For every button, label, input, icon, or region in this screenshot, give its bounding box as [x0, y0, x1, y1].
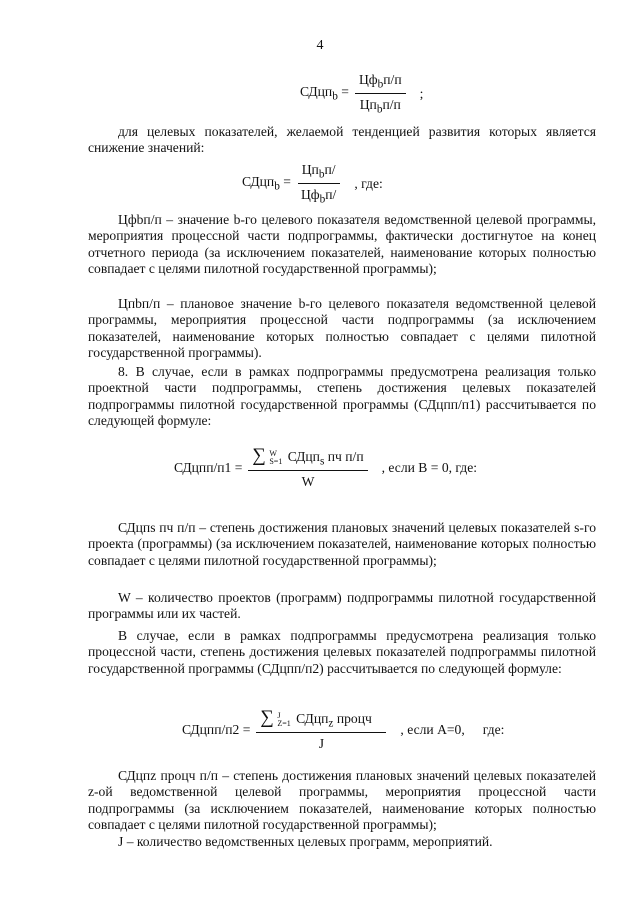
formula-denominator: W [301, 473, 315, 489]
formula-fraction [297, 162, 340, 205]
formula-lhs: СДцп$_b$ = [300, 84, 349, 104]
formula-lhs: СДцпп/п1 = [174, 459, 243, 475]
paragraph-actual-value-definition: Цфbп/п – значение b-го целевого показателя ведомственной целевой программы, мероприятия процессной части подпрограммы, фактически достигнутое на конец отчетного периода (за исключением показателей, наименование которых полностью совпадает с целями пилотной государственной программы); [88, 212, 596, 277]
formula-achievement-increase [300, 72, 423, 115]
paragraph-planned-value-definition: Цпbп/п – плановое значение b-го целевого показателя ведомственной целевой программы, мероприятия процессной части подпрограммы (за исключением показателей, наименование которых полностью совпадает с целями пилотной государственной программы). [88, 296, 596, 361]
formula-fraction [256, 708, 386, 752]
page-number: 4 [316, 38, 324, 53]
formula-process-part [182, 708, 504, 752]
formula-denominator: $Цф_bп/$ [300, 186, 337, 206]
paragraph-process-part-case: В случае, если в рамках подпрограммы предусмотрена реализация только процессной части, степень достижения целевых показателей подпрограммы пилотной государственной программы (СДцпп/п2) рассчитывается по следующей формуле: [88, 628, 596, 676]
formula-suffix: , если B = 0, где: [381, 459, 478, 475]
formula-lhs: СДцп$_b$ = [242, 174, 291, 194]
formula-numerator: $Цф_bп/п$ [355, 72, 406, 94]
formula-denominator: J [318, 735, 325, 751]
formula-fraction [248, 446, 367, 490]
formula-fraction [355, 72, 406, 115]
formula-numerator: ∑ J Z=1 СДцп$_z$ процч [256, 708, 386, 733]
formula-numerator: $Цп_bп/$ [298, 162, 340, 184]
formula-suffix-where: где: [482, 721, 505, 737]
sum-symbol: ∑ [252, 445, 266, 466]
paragraph-decrease-indicators: для целевых показателей, желаемой тенденцией развития которых является снижение значений: [88, 124, 596, 156]
paragraph-process-achievement-definition: СДцпz процч п/п – степень достижения плановых значений целевых показателей z-ой ведомственной целевой программы, мероприятия процессной части подпрограммы (за исключением показателей, наименование которых полностью совпадает с целями пилотной государственной программы); [88, 768, 596, 833]
formula-lhs: СДцпп/п2 = [182, 721, 251, 737]
paragraph-project-achievement-definition: СДцпs пч п/п – степень достижения плановых значений целевых показателей s-го проекта (программы) (за исключением показателей, наименование которых полностью совпадает с целями пилотной государственной программы); [88, 520, 596, 568]
sum-symbol: ∑ [260, 707, 274, 728]
formula-achievement-decrease [242, 162, 383, 205]
formula-denominator: $Цп_bп/п$ [359, 96, 401, 116]
paragraph-section-8: 8. В случае, если в рамках подпрограммы предусмотрена реализация только проектной части подпрограммы, степень достижения целевых показателей подпрограммы пилотной государственной программы (СДцпп/п1) рассчитывается по следующей формуле: [88, 364, 596, 429]
paragraph-w-definition: W – количество проектов (программ) подпрограммы пилотной государственной программы или их частей. [88, 590, 596, 622]
formula-suffix: , где: [354, 175, 383, 191]
sum-limits: J Z=1 [277, 710, 291, 728]
sum-limits: W S=1 [269, 448, 283, 466]
formula-numerator: ∑ W S=1 СДцп$_s$ пч п/п [248, 446, 367, 471]
formula-suffix: ; [419, 85, 424, 101]
formula-suffix: , если A=0, [400, 721, 465, 737]
formula-project-part [174, 446, 477, 490]
paragraph-j-definition: J – количество ведомственных целевых программ, мероприятий. [118, 834, 493, 849]
